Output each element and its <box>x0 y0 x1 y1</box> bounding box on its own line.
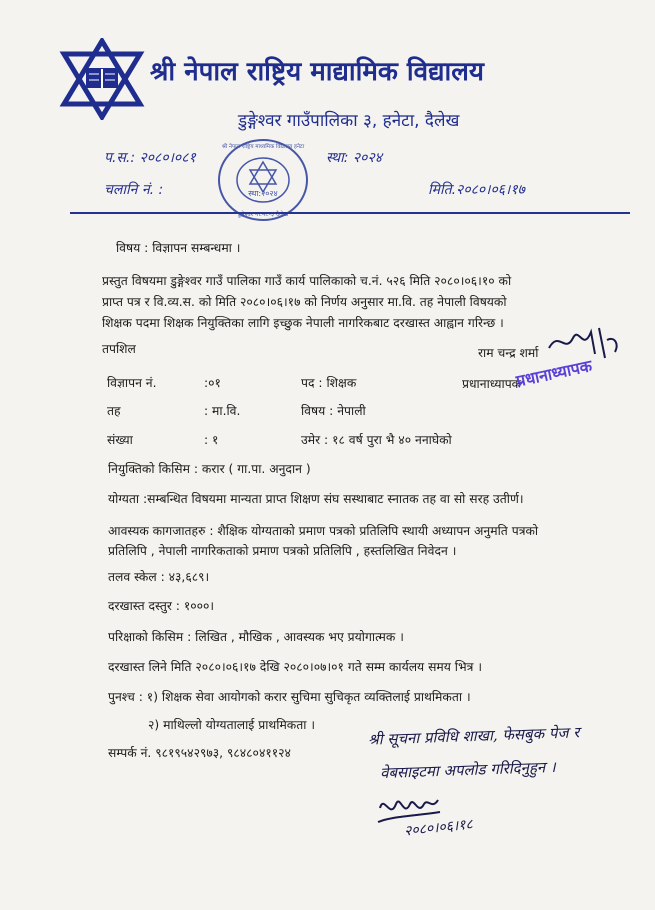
post-field: पद : शिक्षक <box>301 376 357 390</box>
application-deadline: दरखास्त लिने मिति २०८०।०६।१७ देखि २०८०।०७।०१ गते सम्म कार्यलय समय भित्र । <box>108 660 482 674</box>
appointment-type: नियुक्तिको किसिम : करार ( गा.पा. अनुदान ) <box>108 462 311 476</box>
level-value: : मा.वि. <box>204 404 241 418</box>
intro-paragraph-line: प्रस्तुत विषयमा डुङ्गेश्वर गाउँ पालिका गाउँ कार्य पालिकाको च.नं. ५२६ मिति २०८०।०६।१० को <box>102 274 512 288</box>
count-value: : १ <box>204 433 219 447</box>
age-field: उमेर : १८ वर्ष पुरा भै ४० ननाघेको <box>301 433 452 447</box>
header-divider <box>70 212 630 214</box>
documents-line: प्रतिलिपि , नेपाली नागरिकताको प्रमाण पत्रको प्रतिलिपि , हस्तलिखित निवेदन । <box>108 544 457 558</box>
subject-line: विषय : विज्ञापन सम्बन्धमा । <box>116 241 241 255</box>
school-seal <box>216 138 310 222</box>
school-name: श्री नेपाल राष्ट्रिय माद्यामिक विद्यालय <box>150 57 484 87</box>
seal-year: स्था:२०२४ <box>248 189 278 198</box>
count-label: संख्या <box>107 433 133 447</box>
school-address: डुङ्गेश्वर गाउँपालिका ३, हनेटा, दैलेख <box>238 111 460 131</box>
postscript-note-2: २) माथिल्लो योग्यतालाई प्राथमिकता । <box>148 718 316 732</box>
principal-stamp: प्रधानाध्यापक <box>514 355 594 391</box>
level-label: तह <box>107 404 121 418</box>
letter-date: मिति.२०८०।०६।१७ <box>428 182 525 198</box>
ps-number: प.स.: २०८०।०८१ <box>104 150 196 166</box>
handwritten-line: वेबसाइटमा अपलोड गरिदिनुहुन । <box>379 757 556 783</box>
application-fee: दरखास्त दस्तुर : १०००। <box>108 599 215 613</box>
chalani-number: चलानि नं. : <box>104 182 164 198</box>
postscript-note-1: पुनश्च : १) शिक्षक सेवा आयोगको करार सुचिमा सुचिकृत व्यक्तिलाई प्राथमिकता । <box>108 690 471 704</box>
exam-type: परिक्षाको किसिम : लिखित , मौखिक , आवस्यक भए प्रयोगात्मक । <box>108 630 404 644</box>
intro-paragraph-line: प्राप्त पत्र र वि.व्य.स. को मिति २०८०।०६।१७ को निर्णय अनुसार मा.वि. तह नेपाली विषयको <box>102 295 507 309</box>
documents-line: आवस्यक कागजातहरु : शैक्षिक योग्यताको प्रमाण पत्रको प्रतिलिपि स्थायी अध्यापन अनुमति पत्रको <box>108 524 539 538</box>
seal-bottom: डुङ्गेश्वर गा.पा.-३ दैलेख <box>237 211 289 218</box>
ad-number-value: :०१ <box>204 376 221 390</box>
seal-text: श्री नेपाल राष्ट्रिय माध्यमिक विद्यालय हनेटा <box>221 144 305 150</box>
school-logo <box>56 38 148 120</box>
subject-field: विषय : नेपाली <box>301 404 366 418</box>
salary-scale: तलव स्केल : ४३,६८९। <box>108 570 210 584</box>
ad-number-label: विज्ञापन नं. <box>107 376 157 390</box>
contact-numbers: सम्पर्क नं. ९८१९५४२९७३, ९८४८०४११२४ <box>108 746 291 760</box>
handwritten-line: श्री सूचना प्रविधि शाखा, फेसबुक पेज र <box>367 723 580 749</box>
established-year: स्था: २०२४ <box>326 150 383 166</box>
handwritten-date: २०८०।०६।१८ <box>403 816 474 840</box>
signer-title: प्रधानाध्यापक <box>462 377 522 391</box>
qualification: योग्यता :सम्बन्धित विषयमा मान्यता प्राप्त शिक्षण संघ सस्थाबाट स्नातक तह वा सो सरह उतीर्ण। <box>108 492 524 506</box>
tapsil-label: तपशिल <box>102 342 136 356</box>
signer-name: राम चन्द्र शर्मा <box>478 346 539 360</box>
intro-paragraph-line: शिक्षक पदमा शिक्षक नियुक्तिका लागि इच्छुक नेपाली नागरिकबाट दरखास्त आह्वान गरिन्छ । <box>102 316 504 330</box>
